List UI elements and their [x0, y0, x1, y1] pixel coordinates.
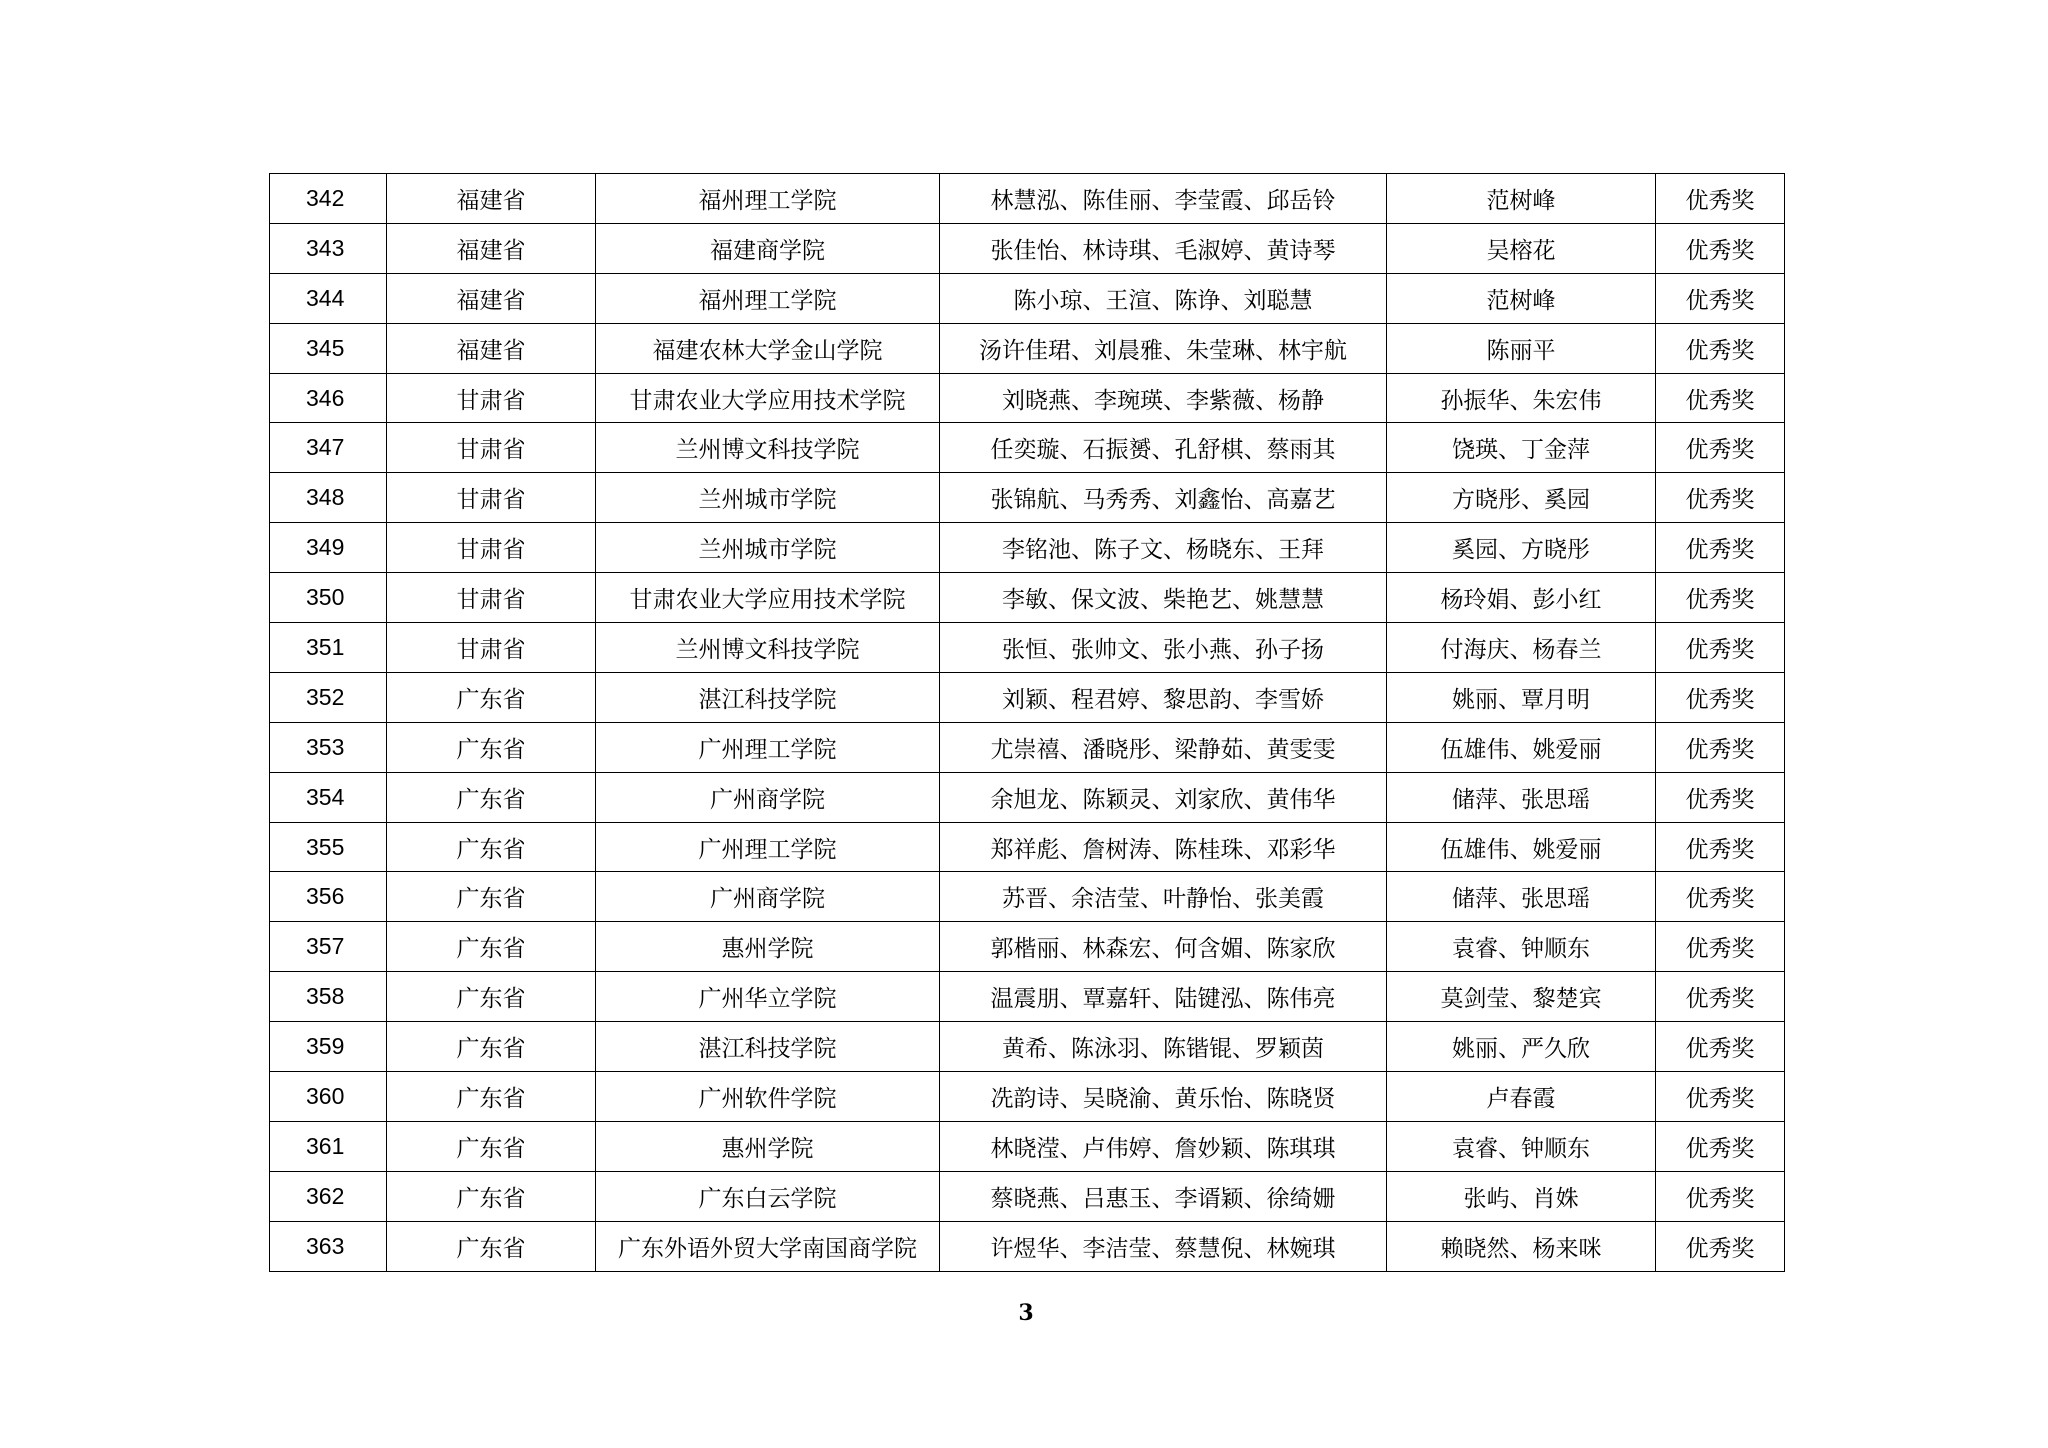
cell-advisors: 姚丽、严久欣	[1387, 1022, 1656, 1072]
cell-school: 湛江科技学院	[596, 672, 940, 722]
cell-students: 李铭池、陈子文、杨晓东、王拜	[940, 523, 1387, 573]
cell-school: 福州理工学院	[596, 174, 940, 224]
cell-advisors: 张屿、肖姝	[1387, 1171, 1656, 1221]
cell-students: 余旭龙、陈颖灵、刘家欣、黄伟华	[940, 772, 1387, 822]
cell-school: 湛江科技学院	[596, 1022, 940, 1072]
cell-students: 郑祥彪、詹树涛、陈桂珠、邓彩华	[940, 822, 1387, 872]
table-body	[270, 174, 1785, 1272]
cell-students: 张恒、张帅文、张小燕、孙子扬	[940, 623, 1387, 673]
cell-students: 任奕璇、石振赟、孔舒棋、蔡雨其	[940, 423, 1387, 473]
cell-province: 广东省	[387, 1171, 596, 1221]
table-row	[270, 473, 1785, 523]
cell-row-number: 345	[270, 323, 387, 373]
cell-award: 优秀奖	[1656, 174, 1785, 224]
cell-advisors: 饶瑛、丁金萍	[1387, 423, 1656, 473]
cell-row-number: 363	[270, 1221, 387, 1271]
cell-province: 广东省	[387, 722, 596, 772]
cell-advisors: 范树峰	[1387, 174, 1656, 224]
cell-students: 郭楷丽、林森宏、何含媚、陈家欣	[940, 922, 1387, 972]
cell-province: 广东省	[387, 872, 596, 922]
cell-row-number: 359	[270, 1022, 387, 1072]
cell-award: 优秀奖	[1656, 772, 1785, 822]
cell-province: 甘肃省	[387, 623, 596, 673]
cell-school: 惠州学院	[596, 1121, 940, 1171]
cell-award: 优秀奖	[1656, 1221, 1785, 1271]
cell-award: 优秀奖	[1656, 373, 1785, 423]
cell-advisors: 吴榕花	[1387, 223, 1656, 273]
cell-province: 广东省	[387, 972, 596, 1022]
cell-students: 苏晋、余洁莹、叶静怡、张美霞	[940, 872, 1387, 922]
cell-award: 优秀奖	[1656, 523, 1785, 573]
cell-students: 陈小琼、王渲、陈诤、刘聪慧	[940, 273, 1387, 323]
cell-school: 福建商学院	[596, 223, 940, 273]
cell-award: 优秀奖	[1656, 623, 1785, 673]
cell-students: 汤许佳珺、刘晨雅、朱莹琳、林宇航	[940, 323, 1387, 373]
cell-students: 李敏、保文波、柴艳艺、姚慧慧	[940, 573, 1387, 623]
cell-province: 甘肃省	[387, 423, 596, 473]
cell-row-number: 362	[270, 1171, 387, 1221]
cell-row-number: 346	[270, 373, 387, 423]
cell-row-number: 360	[270, 1072, 387, 1122]
cell-school: 广州华立学院	[596, 972, 940, 1022]
cell-advisors: 方晓彤、奚园	[1387, 473, 1656, 523]
cell-province: 广东省	[387, 1121, 596, 1171]
cell-school: 福州理工学院	[596, 273, 940, 323]
cell-award: 优秀奖	[1656, 1022, 1785, 1072]
cell-province: 甘肃省	[387, 473, 596, 523]
cell-advisors: 袁睿、钟顺东	[1387, 922, 1656, 972]
cell-award: 优秀奖	[1656, 323, 1785, 373]
cell-province: 广东省	[387, 672, 596, 722]
cell-row-number: 351	[270, 623, 387, 673]
cell-province: 广东省	[387, 1072, 596, 1122]
table-row	[270, 423, 1785, 473]
cell-award: 优秀奖	[1656, 223, 1785, 273]
cell-province: 福建省	[387, 323, 596, 373]
table-row	[270, 922, 1785, 972]
table-row	[270, 722, 1785, 772]
cell-award: 优秀奖	[1656, 423, 1785, 473]
cell-school: 广东白云学院	[596, 1171, 940, 1221]
cell-row-number: 357	[270, 922, 387, 972]
cell-advisors: 奚园、方晓彤	[1387, 523, 1656, 573]
cell-advisors: 莫剑莹、黎楚宾	[1387, 972, 1656, 1022]
cell-school: 广州理工学院	[596, 822, 940, 872]
cell-school: 惠州学院	[596, 922, 940, 972]
table-row	[270, 1022, 1785, 1072]
cell-school: 甘肃农业大学应用技术学院	[596, 573, 940, 623]
award-table	[269, 173, 1785, 1272]
cell-province: 广东省	[387, 822, 596, 872]
cell-school: 福建农林大学金山学院	[596, 323, 940, 373]
table-row	[270, 1072, 1785, 1122]
table-row	[270, 672, 1785, 722]
cell-advisors: 范树峰	[1387, 273, 1656, 323]
cell-students: 刘颖、程君婷、黎思韵、李雪娇	[940, 672, 1387, 722]
table-row	[270, 623, 1785, 673]
cell-school: 甘肃农业大学应用技术学院	[596, 373, 940, 423]
cell-students: 黄希、陈泳羽、陈锴锟、罗颖茵	[940, 1022, 1387, 1072]
cell-province: 广东省	[387, 1022, 596, 1072]
cell-row-number: 354	[270, 772, 387, 822]
cell-province: 甘肃省	[387, 373, 596, 423]
cell-advisors: 伍雄伟、姚爱丽	[1387, 722, 1656, 772]
table-row	[270, 523, 1785, 573]
cell-award: 优秀奖	[1656, 473, 1785, 523]
cell-province: 福建省	[387, 273, 596, 323]
cell-students: 尤崇禧、潘晓彤、梁静茹、黄雯雯	[940, 722, 1387, 772]
cell-province: 甘肃省	[387, 573, 596, 623]
cell-row-number: 361	[270, 1121, 387, 1171]
cell-row-number: 350	[270, 573, 387, 623]
cell-advisors: 姚丽、覃月明	[1387, 672, 1656, 722]
cell-province: 甘肃省	[387, 523, 596, 573]
cell-award: 优秀奖	[1656, 1171, 1785, 1221]
cell-school: 兰州博文科技学院	[596, 423, 940, 473]
cell-advisors: 付海庆、杨春兰	[1387, 623, 1656, 673]
cell-row-number: 355	[270, 822, 387, 872]
cell-province: 广东省	[387, 922, 596, 972]
cell-province: 福建省	[387, 174, 596, 224]
page-number: 3	[1018, 1300, 1034, 1326]
cell-advisors: 卢春霞	[1387, 1072, 1656, 1122]
cell-advisors: 孙振华、朱宏伟	[1387, 373, 1656, 423]
cell-students: 冼韵诗、吴晓渝、黄乐怡、陈晓贤	[940, 1072, 1387, 1122]
table-row	[270, 772, 1785, 822]
cell-school: 兰州城市学院	[596, 523, 940, 573]
cell-award: 优秀奖	[1656, 822, 1785, 872]
cell-students: 林慧泓、陈佳丽、李莹霞、邱岳铃	[940, 174, 1387, 224]
table-row	[270, 872, 1785, 922]
cell-row-number: 358	[270, 972, 387, 1022]
cell-row-number: 344	[270, 273, 387, 323]
cell-province: 广东省	[387, 1221, 596, 1271]
table-row	[270, 1171, 1785, 1221]
cell-students: 温震朋、覃嘉轩、陆键泓、陈伟亮	[940, 972, 1387, 1022]
cell-row-number: 349	[270, 523, 387, 573]
cell-advisors: 储萍、张思瑶	[1387, 772, 1656, 822]
cell-award: 优秀奖	[1656, 972, 1785, 1022]
cell-row-number: 343	[270, 223, 387, 273]
table-row	[270, 822, 1785, 872]
cell-province: 福建省	[387, 223, 596, 273]
cell-school: 兰州博文科技学院	[596, 623, 940, 673]
table-row	[270, 273, 1785, 323]
table-row	[270, 323, 1785, 373]
cell-row-number: 348	[270, 473, 387, 523]
cell-students: 张佳怡、林诗琪、毛淑婷、黄诗琴	[940, 223, 1387, 273]
table-row	[270, 1121, 1785, 1171]
cell-award: 优秀奖	[1656, 1121, 1785, 1171]
cell-school: 广州理工学院	[596, 722, 940, 772]
cell-award: 优秀奖	[1656, 573, 1785, 623]
cell-school: 兰州城市学院	[596, 473, 940, 523]
cell-advisors: 赖晓然、杨来咪	[1387, 1221, 1656, 1271]
cell-school: 广东外语外贸大学南国商学院	[596, 1221, 940, 1271]
cell-advisors: 伍雄伟、姚爱丽	[1387, 822, 1656, 872]
cell-row-number: 353	[270, 722, 387, 772]
cell-award: 优秀奖	[1656, 722, 1785, 772]
cell-students: 蔡晓燕、吕惠玉、李谞颖、徐绮姗	[940, 1171, 1387, 1221]
table-row	[270, 174, 1785, 224]
table-row	[270, 573, 1785, 623]
table-row	[270, 972, 1785, 1022]
cell-award: 优秀奖	[1656, 872, 1785, 922]
cell-students: 张锦航、马秀秀、刘鑫怡、高嘉艺	[940, 473, 1387, 523]
cell-advisors: 袁睿、钟顺东	[1387, 1121, 1656, 1171]
cell-row-number: 356	[270, 872, 387, 922]
cell-school: 广州软件学院	[596, 1072, 940, 1122]
cell-students: 刘晓燕、李琬瑛、李紫薇、杨静	[940, 373, 1387, 423]
cell-award: 优秀奖	[1656, 273, 1785, 323]
cell-province: 广东省	[387, 772, 596, 822]
cell-award: 优秀奖	[1656, 1072, 1785, 1122]
table-row	[270, 373, 1785, 423]
cell-school: 广州商学院	[596, 872, 940, 922]
cell-advisors: 杨玲娟、彭小红	[1387, 573, 1656, 623]
table-row	[270, 223, 1785, 273]
cell-row-number: 352	[270, 672, 387, 722]
table-row	[270, 1221, 1785, 1271]
cell-students: 许煜华、李洁莹、蔡慧倪、林婉琪	[940, 1221, 1387, 1271]
cell-advisors: 陈丽平	[1387, 323, 1656, 373]
cell-school: 广州商学院	[596, 772, 940, 822]
cell-advisors: 储萍、张思瑶	[1387, 872, 1656, 922]
cell-students: 林晓滢、卢伟婷、詹妙颖、陈琪琪	[940, 1121, 1387, 1171]
cell-row-number: 342	[270, 174, 387, 224]
cell-row-number: 347	[270, 423, 387, 473]
cell-award: 优秀奖	[1656, 922, 1785, 972]
cell-award: 优秀奖	[1656, 672, 1785, 722]
